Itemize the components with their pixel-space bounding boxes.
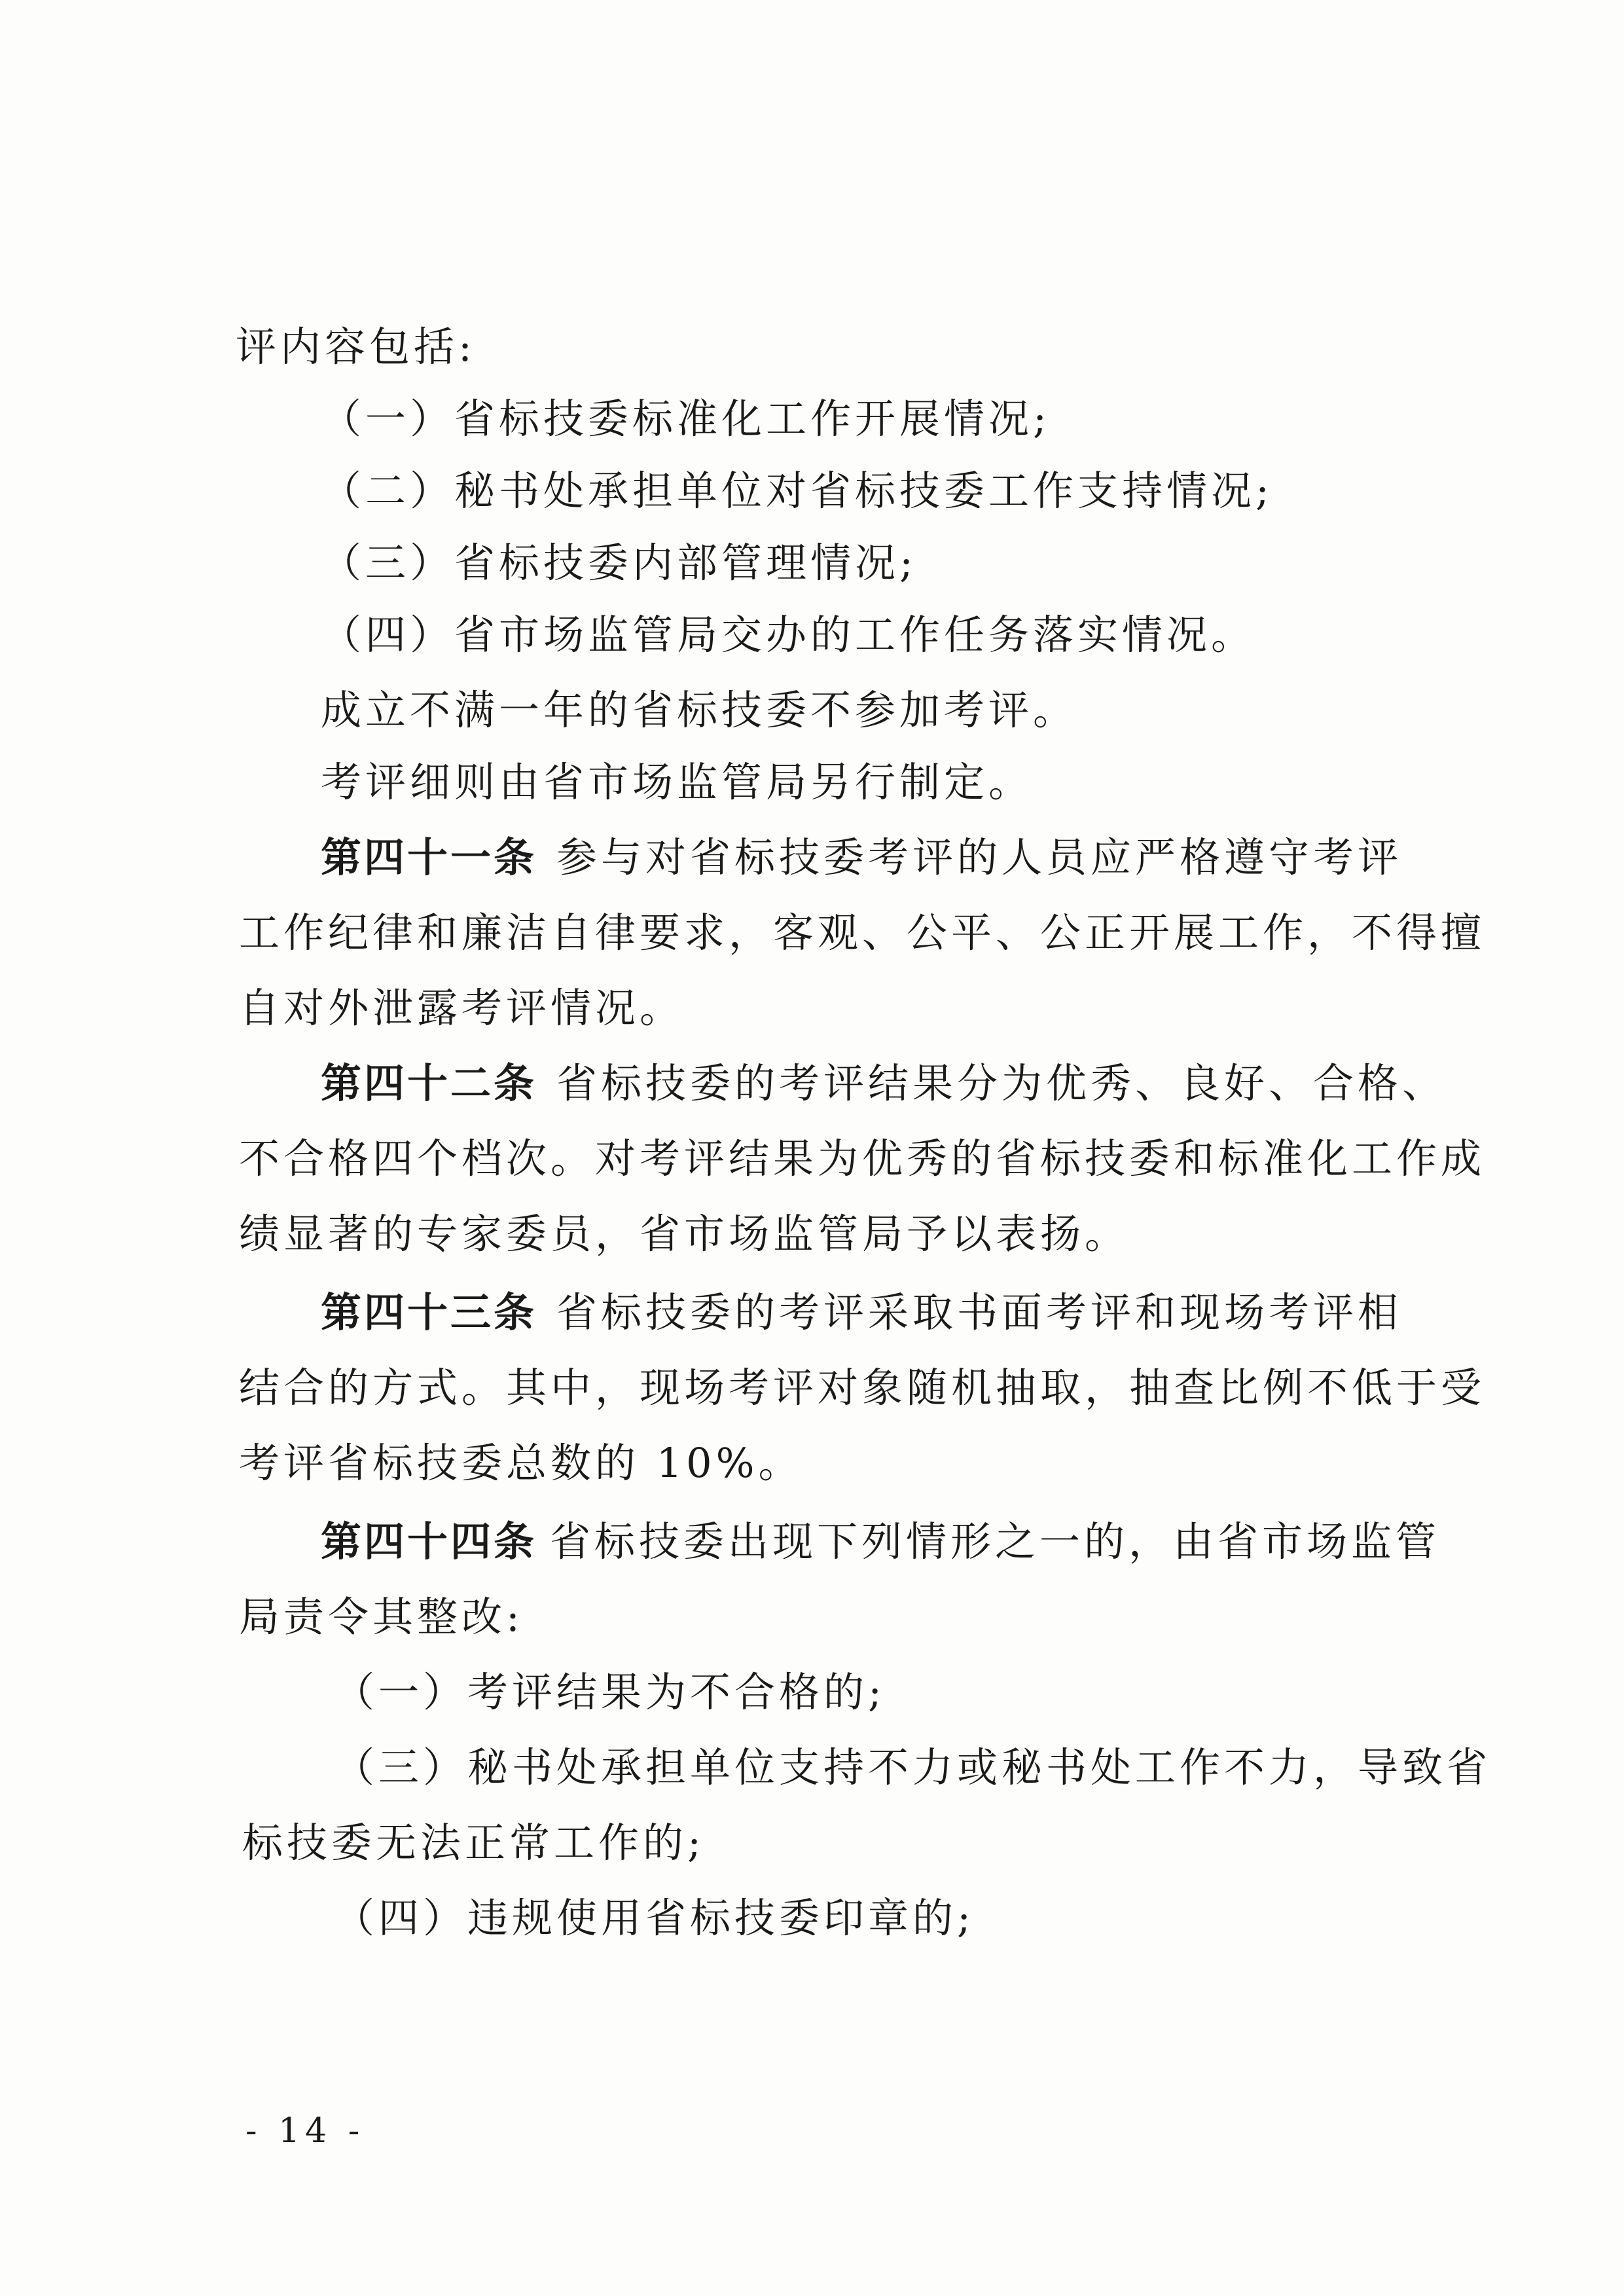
body-line: 成立不满一年的省标技委不参加考评。 — [321, 686, 1078, 734]
article-44-line-1 — [321, 1516, 1440, 1568]
article-41-line-1 — [321, 831, 1402, 884]
article-43-line-3: 考评省标技委总数的 10%。 — [239, 1439, 803, 1487]
article-42-line-3: 绩显著的专家委员，省市场监管局予以表扬。 — [239, 1210, 1130, 1258]
article-42-line-1 — [321, 1057, 1447, 1110]
article-44-line-2: 局责令其整改: — [239, 1593, 524, 1641]
article-41-line-2: 工作纪律和廉洁自律要求，客观、公平、公正开展工作，不得擅 — [239, 909, 1486, 957]
article-44-heading: 第四十四条 — [321, 1518, 537, 1565]
list-item: （三）秘书处承担单位支持不力或秘书处工作不力，导致省 — [334, 1743, 1492, 1791]
list-item: （一）省标技委标准化工作开展情况; — [321, 395, 1051, 443]
article-41-heading: 第四十一条 — [321, 833, 537, 881]
article-43-line-2: 结合的方式。其中，现场考评对象随机抽取，抽查比例不低于受 — [239, 1364, 1486, 1412]
article-43-text: 省标技委的考评采取书面考评和现场考评相 — [556, 1288, 1403, 1336]
list-item: （四）省市场监管局交办的工作任务落实情况。 — [321, 611, 1256, 659]
body-line: 评内容包括: — [236, 323, 476, 371]
list-item: （二）秘书处承担单位对省标技委工作支持情况; — [321, 467, 1273, 515]
list-item: （四）违规使用省标技委印章的; — [334, 1894, 975, 1942]
article-42-text: 省标技委的考评结果分为优秀、良好、合格、 — [556, 1059, 1447, 1107]
article-43-line-1 — [321, 1286, 1402, 1339]
page-number: - 14 - — [245, 2111, 365, 2151]
list-item: （一）考评结果为不合格的; — [334, 1668, 886, 1716]
article-44-text: 省标技委出现下列情形之一的，由省市场监管 — [550, 1518, 1441, 1565]
article-41-text: 参与对省标技委考评的人员应严格遵守考评 — [556, 833, 1403, 881]
body-line: 考评细则由省市场监管局另行制定。 — [321, 758, 1034, 806]
article-43-heading: 第四十三条 — [321, 1288, 537, 1336]
article-42-heading: 第四十二条 — [321, 1059, 537, 1107]
article-42-line-2: 不合格四个档次。对考评结果为优秀的省标技委和标准化工作成 — [239, 1135, 1486, 1182]
list-item: （三）省标技委内部管理情况; — [321, 539, 917, 587]
article-41-line-3: 自对外泄露考评情况。 — [239, 984, 685, 1032]
list-item: 标技委无法正常工作的; — [242, 1819, 705, 1867]
